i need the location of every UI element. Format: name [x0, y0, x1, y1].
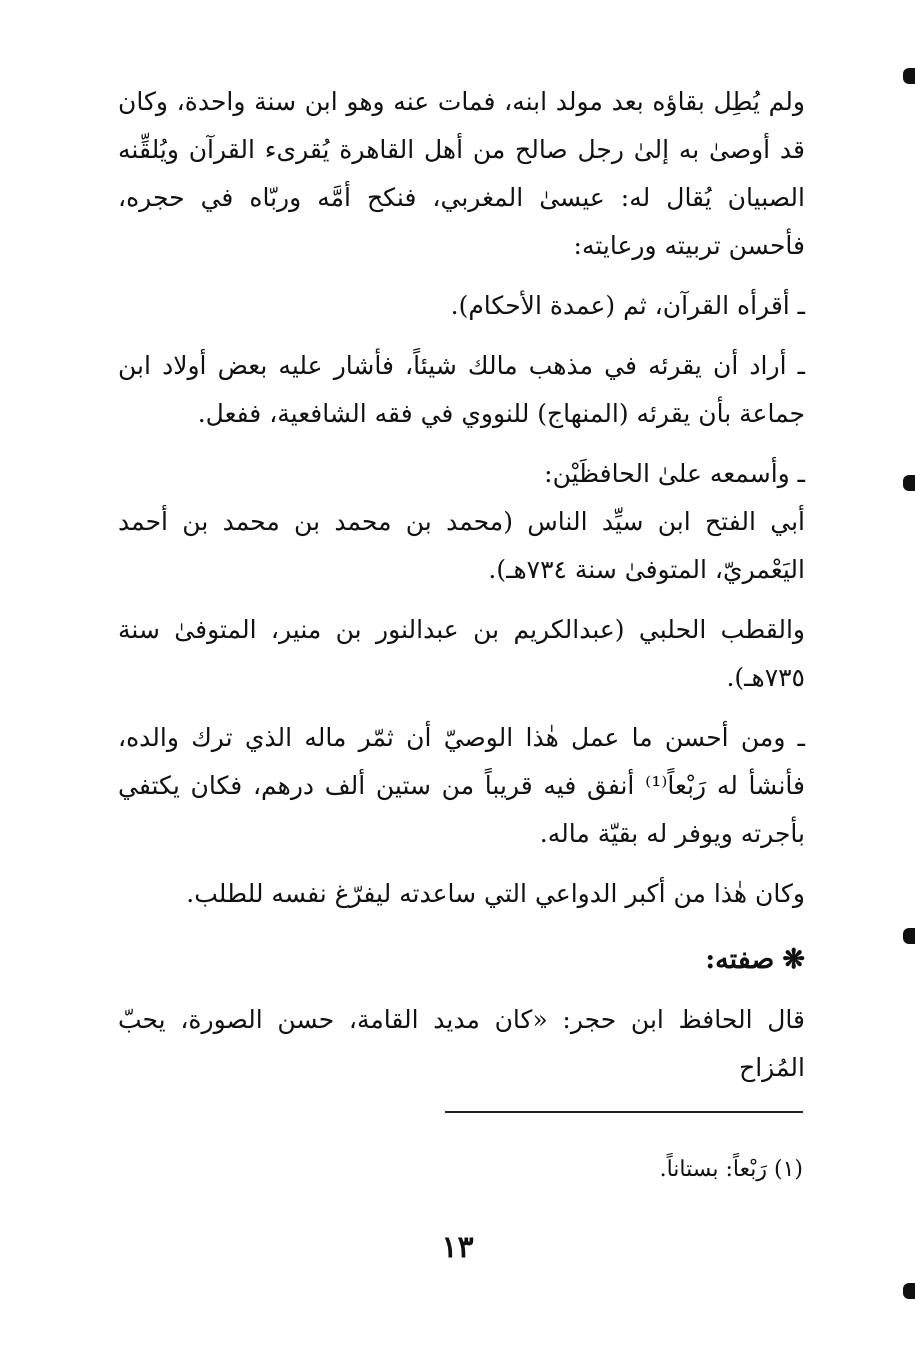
- paragraph-qutb-al-halabi: والقطب الحلبي (عبدالكريم بن عبدالنور بن منير، المتوفىٰ سنة ٧٣٥هـ).: [118, 615, 805, 692]
- edge-mark: [903, 928, 915, 944]
- main-text: [118, 78, 805, 1104]
- section-heading: [118, 936, 805, 984]
- edge-mark: [903, 1283, 915, 1299]
- edge-mark: [903, 475, 915, 491]
- section-heading-label: صفته:: [705, 944, 775, 975]
- page-number: ١٣: [441, 1230, 474, 1265]
- paragraph-quran-reading: ـ أقرأه القرآن، ثم (عمدة الأحكام).: [450, 291, 805, 320]
- paragraph-upbringing: ولم يُطِل بقاؤه بعد مولد ابنه، فمات عنه وهو ابن سنة واحدة، وكان قد أوصىٰ به إلىٰ رجل صالح من أهل القاهرة يُقرىء القرآن ويُلقِّنه الصبيان يُقال له: عيسىٰ المغربي، فنكح أمَّه وربّاه في حجره، فأحسن تربيته ورعايته:: [118, 87, 805, 260]
- paragraph-description: قال الحافظ ابن حجر: «كان مديد القامة، حسن الصورة، يحبّ المُزاح: [118, 1005, 805, 1082]
- asterisk-icon: ❋: [782, 944, 805, 975]
- paragraph-guardian-investment: ـ ومن أحسن ما عمل هٰذا الوصيّ أن ثمّر ماله الذي ترك والده، فأنشأ له رَبْعاً⁽¹⁾ أنفق فيه قريباً من ستين ألف درهم، فكان يكتفي بأجرته ويوفر له بقيّة ماله.: [118, 723, 805, 848]
- paragraph-motivation: وكان هٰذا من أكبر الدواعي التي ساعدته ليفرّغ نفسه للطلب.: [186, 879, 805, 908]
- paragraph-ibn-sayyid-al-nas: أبي الفتح ابن سيِّد الناس (محمد بن محمد بن محمد بن أحمد اليَعْمريّ، المتوفىٰ سنة ٧٣٤هـ).: [118, 507, 805, 584]
- paragraph-two-hafiz: ـ وأسمعه علىٰ الحافظَيْن:: [544, 459, 805, 488]
- edge-mark: [903, 68, 915, 84]
- footnote: (١) رَبْعاً: بستاناً.: [659, 1157, 803, 1182]
- footnote-divider: [445, 1111, 803, 1113]
- paragraph-maliki-study: ـ أراد أن يقرئه في مذهب مالك شيئاً، فأشار عليه بعض أولاد ابن جماعة بأن يقرئه (المنهاج) للنووي في فقه الشافعية، ففعل.: [118, 351, 805, 428]
